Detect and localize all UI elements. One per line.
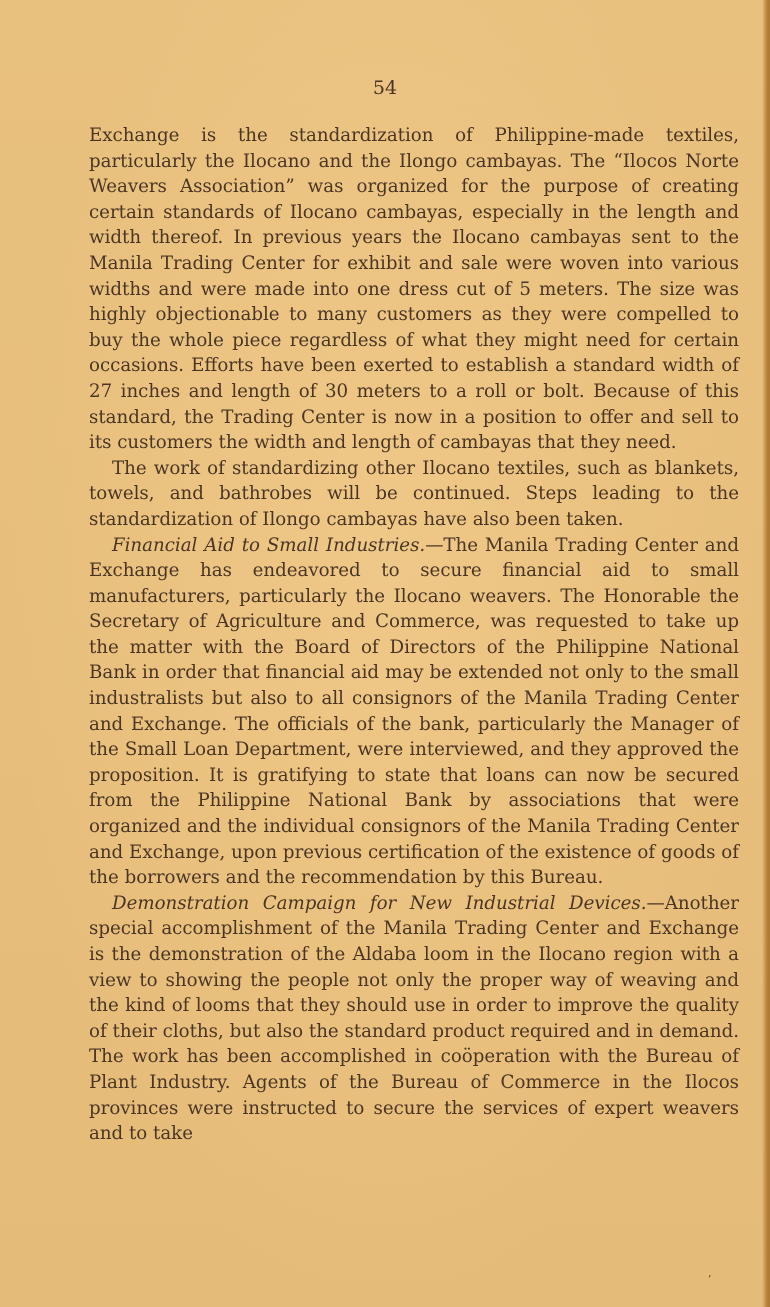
section-heading-demonstration-campaign: Demonstration Campaign for New Industrial Devices. — [112, 892, 647, 914]
paragraph-text: The work of standardizing other Ilocano textiles, such as blankets, towels, and bathrobes will be continued. Steps leading to the standardization of Ilongo cambayas have also been taken. — [89, 457, 739, 530]
paragraph-other-textiles — [89, 456, 739, 533]
page-edge-shadow — [762, 0, 770, 1307]
paragraph-standardization — [89, 123, 739, 456]
page-speck-mark: ’ — [708, 1273, 712, 1286]
paragraph-demonstration-campaign — [89, 891, 739, 1147]
section-heading-financial-aid: Financial Aid to Small Industries. — [112, 534, 426, 556]
paragraph-financial-aid — [89, 533, 739, 891]
paragraph-text: —Another special accomplishment of the Manila Trading Center and Exchange is the demonstration of the Aldaba loom in the Ilocano region with a view to showing the people not only the proper way of weaving and the kind of looms that they should use in order to improve the quality of their cloths, but also the standard product required and in demand. The work has been accomplished in coöperation with the Bureau of Plant Industry. Agents of the Bureau of Commerce in the Ilocos provinces were instructed to secure the services of expert weavers and to take — [89, 892, 739, 1145]
page-number: 54 — [372, 77, 398, 99]
paragraph-text: Exchange is the standardization of Philippine-made textiles, particularly the Ilocano and the Ilongo cambayas. The “Ilocos Norte Weavers Association” was organized for the purpose of creating certain standards of Ilocano cambayas, especially in the length and width thereof. In previous years the Ilocano cambayas sent to the Manila Trading Center for exhibit and sale were woven into various widths and were made into one dress cut of 5 meters. The size was highly objectionable to many customers as they were compelled to buy the whole piece regardless of what they might need for certain occasions. Efforts have been exerted to establish a standard width of 27 inches and length of 30 meters to a roll or bolt. Because of this standard, the Trading Center is now in a position to offer and sell to its customers the width and length of cambayas that they need. — [89, 125, 739, 454]
paragraph-text: —The Manila Trading Center and Exchange has endeavored to secure financial aid to small manufacturers, particularly the Ilocano weavers. The Honorable the Secretary of Agriculture and Commerce, was requested to take up the matter with the Board of Directors of the Philippine National Bank in order that financial aid may be extended not only to the small industralists but also to all consignors of the Manila Trading Center and Exchange. The officials of the bank, particularly the Manager of the Small Loan Department, were interviewed, and they approved the proposition. It is gratifying to state that loans can now be secured from the Philippine National Bank by associations that were organized and the individual consignors of the Manila Trading Center and Exchange, upon previous certification of the existence of goods of the borrowers and the recommendation by this Bureau. — [89, 534, 739, 889]
page-body-text — [89, 123, 739, 1147]
